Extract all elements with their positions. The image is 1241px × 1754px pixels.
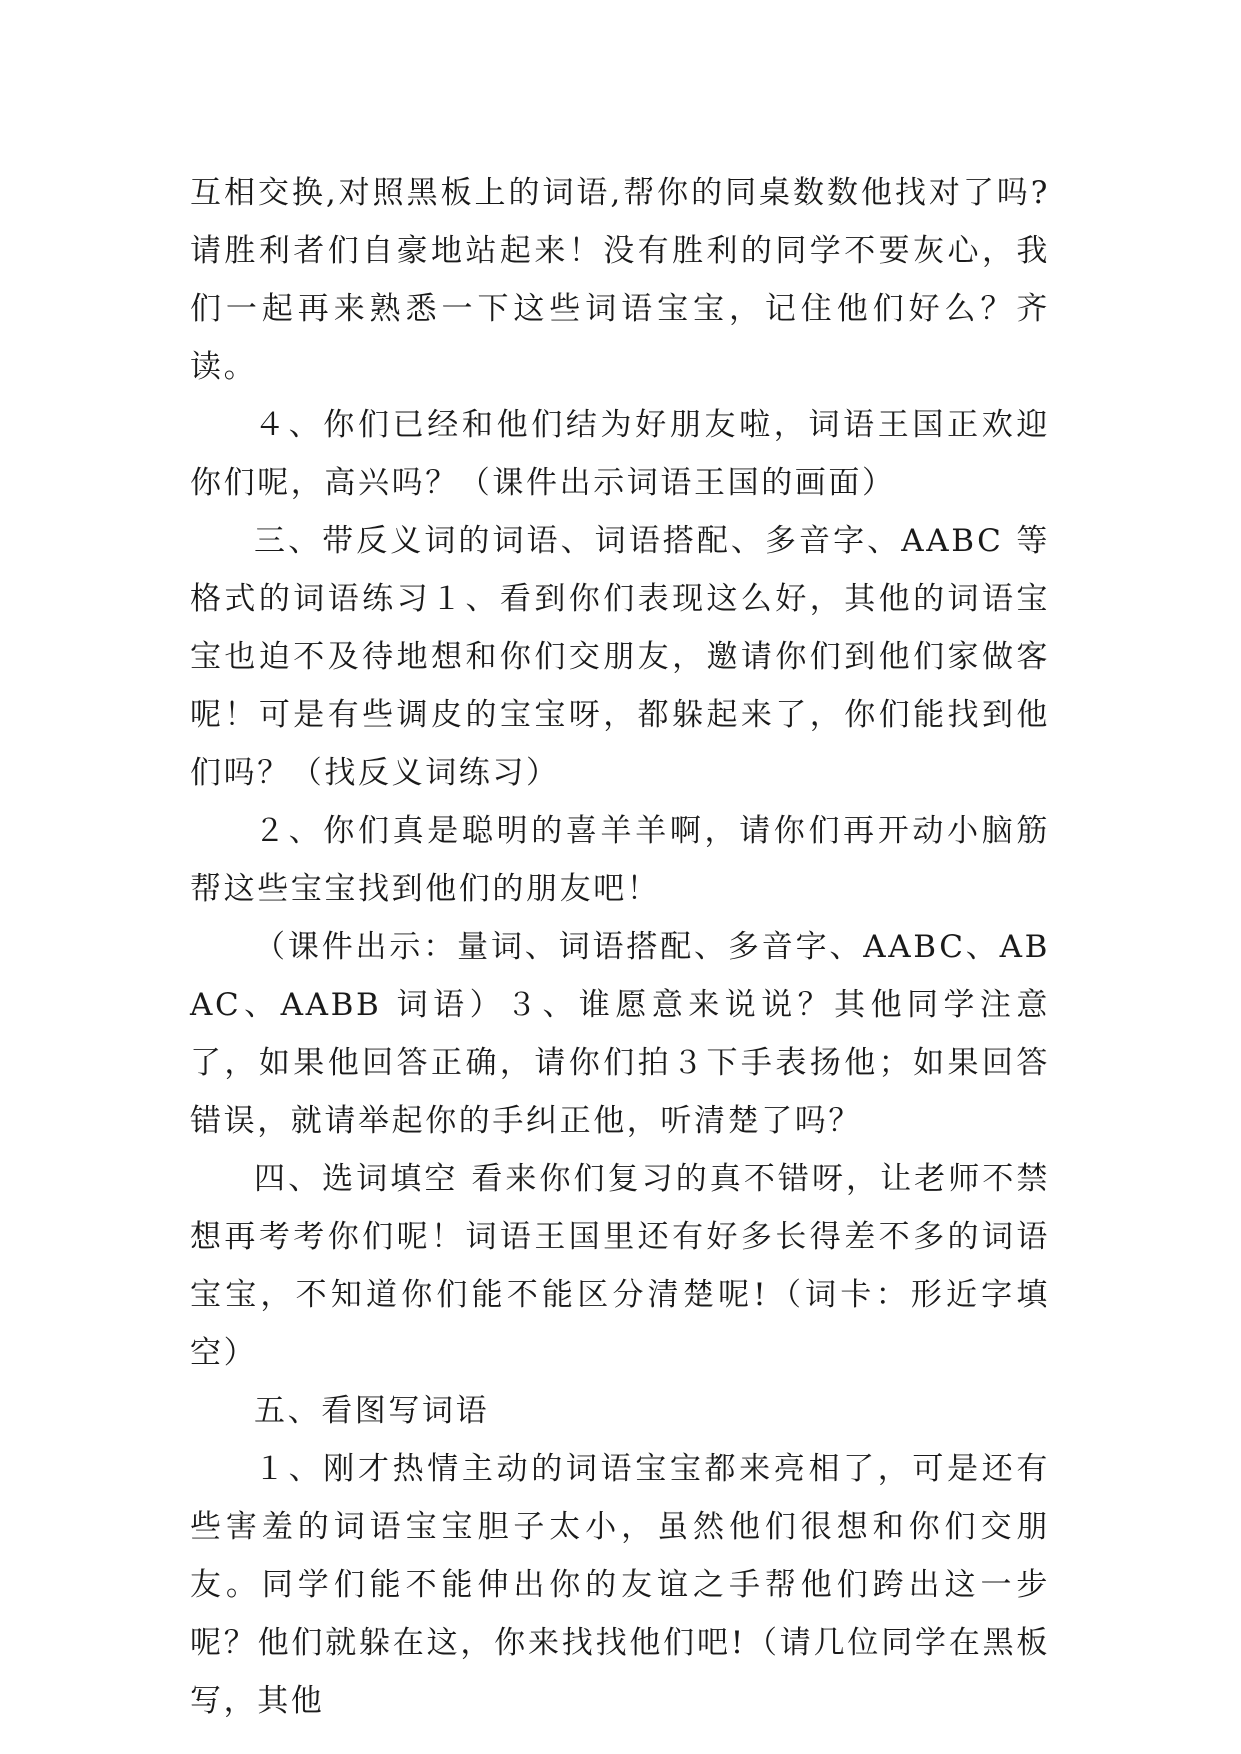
paragraph: 互相交换,对照黑板上的词语,帮你的同桌数数他找对了吗?请胜利者们自豪地站起来！没有胜利的同学不要灰心，我们一起再来熟悉一下这些词语宝宝，记住他们好么？齐读。 bbox=[190, 175, 1050, 385]
document-body bbox=[190, 164, 1050, 1730]
section-heading: 五、看图写词语 bbox=[254, 1393, 490, 1429]
paragraph: ４、你们已经和他们结为好朋友啦，词语王国正欢迎你们呢，高兴吗？（课件出示词语王国的画面） bbox=[190, 407, 1050, 501]
paragraph: 四、选词填空 看来你们复习的真不错呀，让老师不禁想再考考你们呢！词语王国里还有好多长得差不多的词语宝宝，不知道你们能不能区分清楚呢!（词卡：形近字填空） bbox=[190, 1161, 1050, 1371]
paragraph: １、刚才热情主动的词语宝宝都来亮相了，可是还有些害羞的词语宝宝胆子太小，虽然他们很想和你们交朋友。同学们能不能伸出你的友谊之手帮他们跨出这一步呢？他们就躲在这，你来找找他们吧!（请几位同学在黑板写，其他 bbox=[190, 1451, 1050, 1719]
paragraph: （课件出示：量词、词语搭配、多音字、AABC、ABAC、AABB 词语）３、谁愿意来说说？其他同学注意了，如果他回答正确，请你们拍３下手表扬他；如果回答错误，就请举起你的手纠正他，听清楚了吗？ bbox=[190, 929, 1050, 1139]
paragraph: 三、带反义词的词语、词语搭配、多音字、AABC 等格式的词语练习１、看到你们表现这么好，其他的词语宝宝也迫不及待地想和你们交朋友，邀请你们到他们家做客呢！可是有些调皮的宝宝呀，都躲起来了，你们能找到他们吗？（找反义词练习） bbox=[190, 523, 1050, 791]
paragraph: ２、你们真是聪明的喜羊羊啊，请你们再开动小脑筋帮这些宝宝找到他们的朋友吧！ bbox=[190, 813, 1050, 907]
